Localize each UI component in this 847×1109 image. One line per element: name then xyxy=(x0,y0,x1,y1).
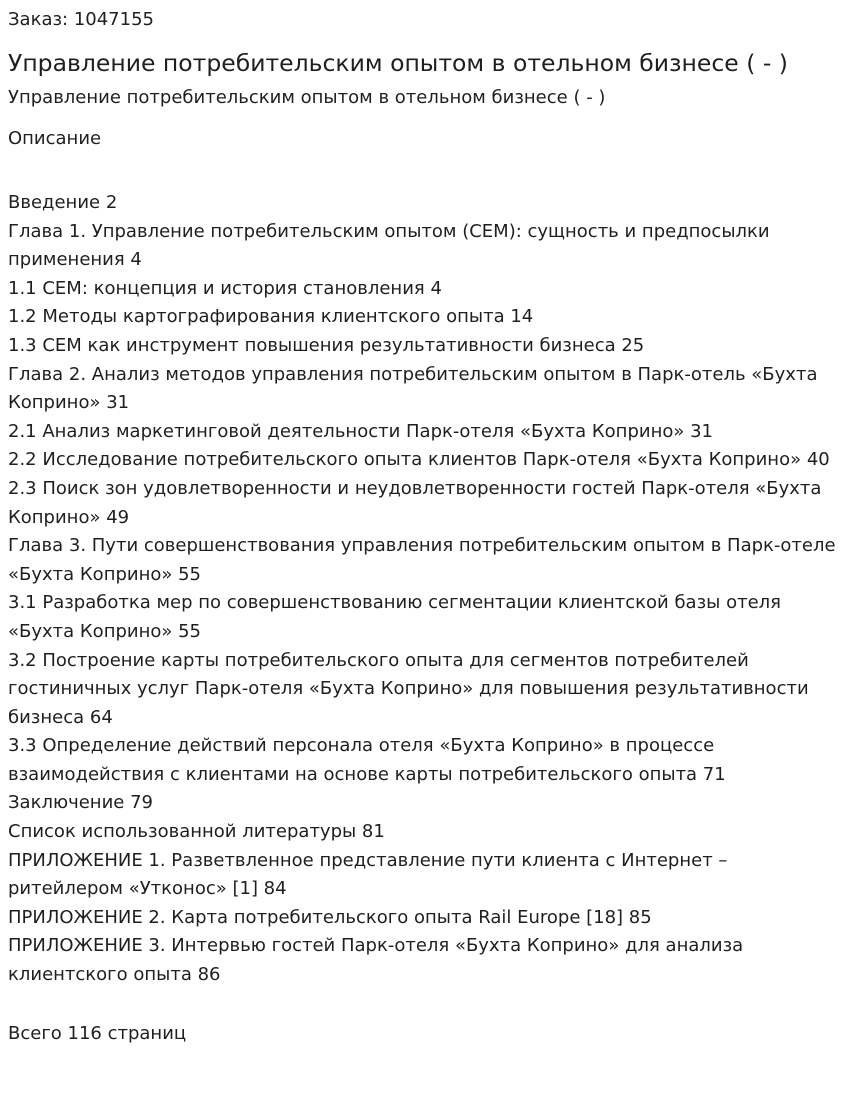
toc-item: ПРИЛОЖЕНИЕ 1. Разветвленное представление пути клиента с Интернет – ритейлером «Утконос» [1] 84 xyxy=(8,849,728,900)
total-pages: Всего 116 страниц xyxy=(8,1022,187,1044)
toc-item: 2.1 Анализ маркетинговой деятельности Парк-отеля «Бухта Коприно» 31 xyxy=(8,420,713,442)
toc-item: 2.3 Поиск зон удовлетворенности и неудовлетворенности гостей Парк-отеля «Бухта Коприно» 49 xyxy=(8,477,822,528)
toc-item: 3.3 Определение действий персонала отеля «Бухта Коприно» в процессе взаимодействия с клиентами на основе карты потребительского опыта 71 xyxy=(8,735,726,785)
page-title: Управление потребительским опытом в отельном бизнесе ( - ) xyxy=(8,49,788,77)
toc-item: ПРИЛОЖЕНИЕ 2. Карта потребительского опыта Rail Europe [18] 85 xyxy=(8,906,652,928)
table-of-contents xyxy=(8,189,838,990)
toc-item: 1.2 Методы картографирования клиентского опыта 14 xyxy=(8,306,534,328)
toc-item: Список использованной литературы 81 xyxy=(8,821,385,843)
toc-item: Глава 3. Пути совершенствования управления потребительским опытом в Парк-отеле «Бухта Коприно» 55 xyxy=(8,535,836,585)
toc-item: Введение 2 xyxy=(8,192,118,213)
toc-item: 3.2 Построение карты потребительского опыта для сегментов потребителей гостиничных услуг Парк-отеля «Бухта Коприно» для повышения результативности бизнеса 64 xyxy=(8,649,809,728)
description-label: Описание xyxy=(8,128,102,149)
toc-item: Глава 1. Управление потребительским опытом (CEM): сущность и предпосылки применения 4 xyxy=(8,220,770,271)
toc-item: Глава 2. Анализ методов управления потребительским опытом в Парк-отель «Бухта Коприно» 31 xyxy=(8,363,818,414)
order-number: Заказ: 1047155 xyxy=(8,9,154,30)
toc-item: 1.1 CEM: концепция и история становления 4 xyxy=(8,277,442,299)
toc-item: ПРИЛОЖЕНИЕ 3. Интервью гостей Парк-отеля «Бухта Коприно» для анализа клиентского опыта 86 xyxy=(8,935,744,986)
page-subtitle: Управление потребительским опытом в отельном бизнесе ( - ) xyxy=(8,87,606,108)
toc-item: 1.3 CEM как инструмент повышения результативности бизнеса 25 xyxy=(8,334,645,356)
toc-item: 3.1 Разработка мер по совершенствованию сегментации клиентской базы отеля «Бухта Коприно» 55 xyxy=(8,592,781,642)
toc-item: Заключение 79 xyxy=(8,792,153,814)
toc-item: 2.2 Исследование потребительского опыта клиентов Парк-отеля «Бухта Коприно» 40 xyxy=(8,449,830,471)
